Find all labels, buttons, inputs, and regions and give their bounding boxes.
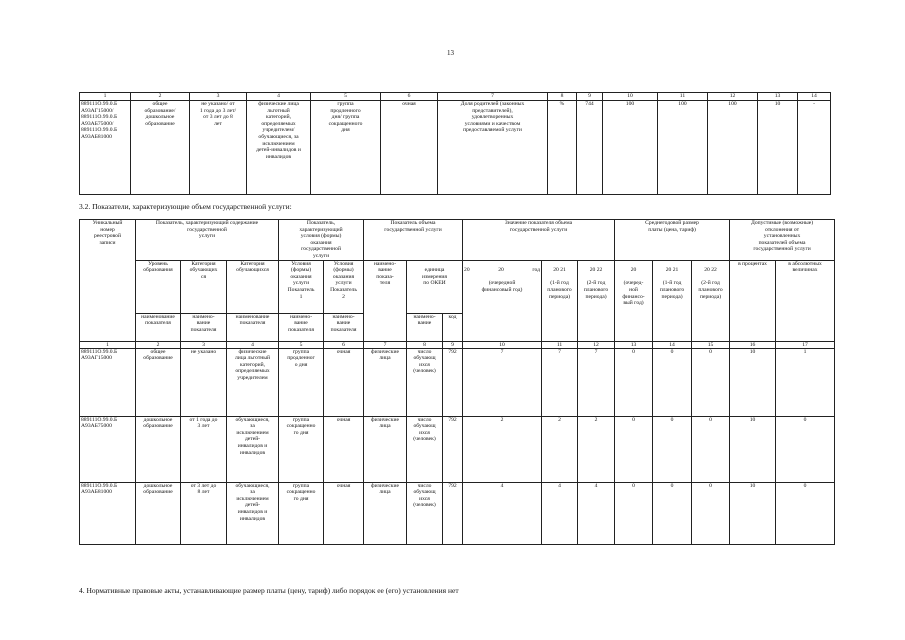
cell: число обучающ ихся (человек)	[407, 482, 443, 544]
header-year-current	[463, 260, 542, 341]
header-percent: в процентах	[730, 260, 776, 341]
header-fee-current	[615, 260, 653, 341]
header-name-ind-2: наимено- вание показателя	[181, 313, 227, 341]
cell: физические лица льготный категорий, определяемых учредителем/ обучающиеся, за исключением детей-инвалидов и инвалидов	[247, 101, 311, 195]
cell: 7	[542, 348, 578, 416]
cell: 0	[692, 348, 730, 416]
cell: 889111О.99.0.Б А93АГ15000	[80, 348, 136, 416]
header-volume-indicator: Показатель объема государственной услуги	[364, 220, 463, 261]
cell: 889111О.99.0.Б А93АГ15000/ 889111О.99.0.Б А93АБ75000/ 889111О.99.0.Б А93АБ81000	[80, 101, 131, 195]
cell: 792	[443, 482, 463, 544]
cell: очная	[324, 416, 364, 482]
header-fee-plan-2	[692, 260, 730, 341]
section-3-2-heading: 3.2. Показатели, характеризующие объем государственной услуги:	[79, 202, 292, 211]
cell: 11	[542, 341, 578, 348]
table1-row	[80, 101, 831, 195]
cell: 15	[692, 341, 730, 348]
cell: 10	[463, 341, 542, 348]
cell: 7	[364, 341, 407, 348]
cell: %	[548, 101, 577, 195]
cell: 0	[653, 482, 692, 544]
table2-row	[80, 348, 835, 416]
header-unique-number: Уникальный номер реестровой записи	[80, 220, 136, 342]
header-volume-value: Значение показателя объема государственной услуги	[463, 220, 615, 261]
header-name-ind-3: наименование показателя	[227, 313, 279, 341]
cell: 17	[776, 341, 835, 348]
header-level: Уровень образования	[136, 260, 181, 313]
cell: 0	[653, 416, 692, 482]
cell: 10	[730, 482, 776, 544]
cell: 12	[578, 341, 615, 348]
year-plan-1-desc: (1-й год планового периода)	[547, 280, 572, 300]
cell: 2	[131, 93, 190, 101]
cell: 4	[578, 482, 615, 544]
header-condition-2: Условия (формы) оказания услуги Показатель 2	[324, 260, 364, 313]
cell: 0	[615, 482, 653, 544]
header-unit	[407, 260, 463, 313]
cell: 8	[407, 341, 443, 348]
cell: 8	[548, 93, 577, 101]
cell: 10	[730, 416, 776, 482]
fee-plan-2-desc: (2-й год планового периода)	[698, 280, 723, 300]
cell: 100	[603, 101, 658, 195]
year-prefix-2: 20	[498, 267, 504, 274]
fee-current-label: 20	[630, 267, 637, 274]
cell: 744	[577, 101, 603, 195]
section-4-heading: 4. Нормативные правовые акты, устанавливающие размер платы (цену, тариф) либо порядок ее (его) установления нет	[79, 586, 459, 595]
cell: 1	[80, 93, 131, 101]
year-current-label	[464, 267, 540, 274]
fee-current-desc: (очеред- ной финансо- вый год)	[622, 280, 645, 307]
cell: 889111О.99.0.Б А93АБ81000	[80, 482, 136, 544]
cell: физические лица	[364, 348, 407, 416]
cell: обучающиеся, за исключением детей- инвалидов и инвалидов	[227, 482, 279, 544]
cell: 1	[80, 341, 136, 348]
cell: 889111О.99.0.Б А93АБ75000	[80, 416, 136, 482]
cell: 2	[463, 416, 542, 482]
cell: 2	[578, 416, 615, 482]
cell: группа продленного дня/ группа сокращенного дня	[311, 101, 381, 195]
header-category-2: Категория обучающихся	[227, 260, 279, 313]
cell: 3	[181, 341, 227, 348]
header-unit-code: код	[443, 313, 463, 341]
cell: 1	[776, 348, 835, 416]
header-year-plan-2	[578, 260, 615, 341]
header-name-ind-1: наименование показателя	[136, 313, 181, 341]
cell: 4	[542, 482, 578, 544]
cell: 3	[190, 93, 247, 101]
cell: 6	[381, 93, 438, 101]
cell: 0	[692, 482, 730, 544]
quality-indicators-table	[79, 92, 831, 195]
cell: 0	[692, 416, 730, 482]
cell: 100	[708, 101, 758, 195]
cell: 4	[463, 482, 542, 544]
cell: число обучающ ихся (человек)	[407, 348, 443, 416]
cell: 11	[658, 93, 708, 101]
cell: 4	[247, 93, 311, 101]
cell: 0	[776, 482, 835, 544]
cell: очная	[324, 348, 364, 416]
year-plan-1-label: 20 21	[553, 267, 566, 274]
header-content-indicator: Показатель, характеризующий содержание государственной услуги	[136, 220, 279, 261]
cell: -	[798, 101, 831, 195]
header-year-plan-1	[542, 260, 578, 341]
cell: от 3 лет до 8 лет	[181, 482, 227, 544]
cell: 4	[227, 341, 279, 348]
fee-plan-1-desc: (1-й год планового периода)	[659, 280, 685, 300]
cell: не указано	[181, 348, 227, 416]
cell: 7	[463, 348, 542, 416]
cell: 5	[279, 341, 324, 348]
cell: 7	[578, 348, 615, 416]
cell: 0	[653, 348, 692, 416]
cell: 0	[615, 416, 653, 482]
cell: 14	[798, 93, 831, 101]
cell: 13	[758, 93, 798, 101]
cell: группа сокращенно го дня	[279, 416, 324, 482]
header-fee-plan-1	[653, 260, 692, 341]
cell: общее образование	[136, 348, 181, 416]
table1-column-numbers	[80, 93, 831, 101]
cell: обучающиеся, за исключением детей- инвалидов и инвалидов	[227, 416, 279, 482]
header-name-ind-4: наимено- вание показателя	[279, 313, 324, 341]
cell: дошкольное образование	[136, 416, 181, 482]
page-number: 13	[447, 49, 454, 57]
header-volume-name: наимено- вание показа- теля	[364, 260, 407, 341]
cell: очная	[381, 101, 438, 195]
cell: физические лица	[364, 482, 407, 544]
year-plan-2-label: 20 22	[589, 267, 603, 274]
cell: 792	[443, 348, 463, 416]
cell: 6	[324, 341, 364, 348]
cell: 9	[577, 93, 603, 101]
cell: 9	[443, 341, 463, 348]
header-deviation: Допустимые (возможные) отклонения от установленных показателей объема государственной услуги	[730, 220, 835, 261]
cell: 13	[615, 341, 653, 348]
cell: дошкольное образование	[136, 482, 181, 544]
volume-indicators-table	[79, 219, 835, 545]
cell: 0	[776, 416, 835, 482]
year-word: год	[532, 267, 540, 274]
cell: 5	[311, 93, 381, 101]
header-unit-name: наимено- вание	[407, 313, 443, 341]
cell: 10	[758, 101, 798, 195]
cell: число обучающ ихся (человек)	[407, 416, 443, 482]
table2-row	[80, 416, 835, 482]
cell: физические лица	[364, 416, 407, 482]
cell: 2	[542, 416, 578, 482]
cell: 2	[136, 341, 181, 348]
cell: 10	[730, 348, 776, 416]
cell: Доля родителей (законных представителей), удовлетворенных условиями и качеством предоставляемой услуги	[438, 101, 548, 195]
cell: общее образование/ дошкольное образование	[131, 101, 190, 195]
header-name-ind-5: наимено- вание показателя	[324, 313, 364, 341]
cell: физические лица льготный категорий, определяемых учредителем	[227, 348, 279, 416]
year-current-desc: (очередной финансовый год)	[481, 280, 523, 293]
table2-column-numbers	[80, 341, 835, 348]
cell: 12	[708, 93, 758, 101]
cell: 0	[615, 348, 653, 416]
year-plan-2-desc: (2-й год планового периода)	[583, 280, 609, 300]
header-condition-1: Условия (формы) оказания услуги Показатель 1	[279, 260, 324, 313]
cell: группа продленног о дня	[279, 348, 324, 416]
cell: группа сокращенно го дня	[279, 482, 324, 544]
year-prefix: 20	[464, 267, 470, 274]
cell: 14	[653, 341, 692, 348]
header-average-fee: Среднегодовой размер платы (цена, тариф)	[615, 220, 730, 261]
header-category-1: Категория обучающих ся	[181, 260, 227, 313]
cell: 10	[603, 93, 658, 101]
cell: 7	[438, 93, 548, 101]
fee-plan-2-label: 20 22	[704, 267, 717, 274]
cell: не указано/ от 1 года до 3 лет/ от 3 лет до 8 лет	[190, 101, 247, 195]
header-conditions-indicator: Показатель, характеризующий условия (формы) оказания государственной услуги	[279, 220, 364, 261]
cell: 16	[730, 341, 776, 348]
header-absolute: в абсолютных величинах	[776, 260, 835, 341]
table2-row	[80, 482, 835, 544]
cell: 792	[443, 416, 463, 482]
cell: очная	[324, 482, 364, 544]
fee-plan-1-label: 20 21	[665, 267, 679, 274]
cell: от 1 года до 3 лет	[181, 416, 227, 482]
cell: 100	[658, 101, 708, 195]
header-unit-title: единица измерения по ОКЕИ	[422, 267, 448, 287]
